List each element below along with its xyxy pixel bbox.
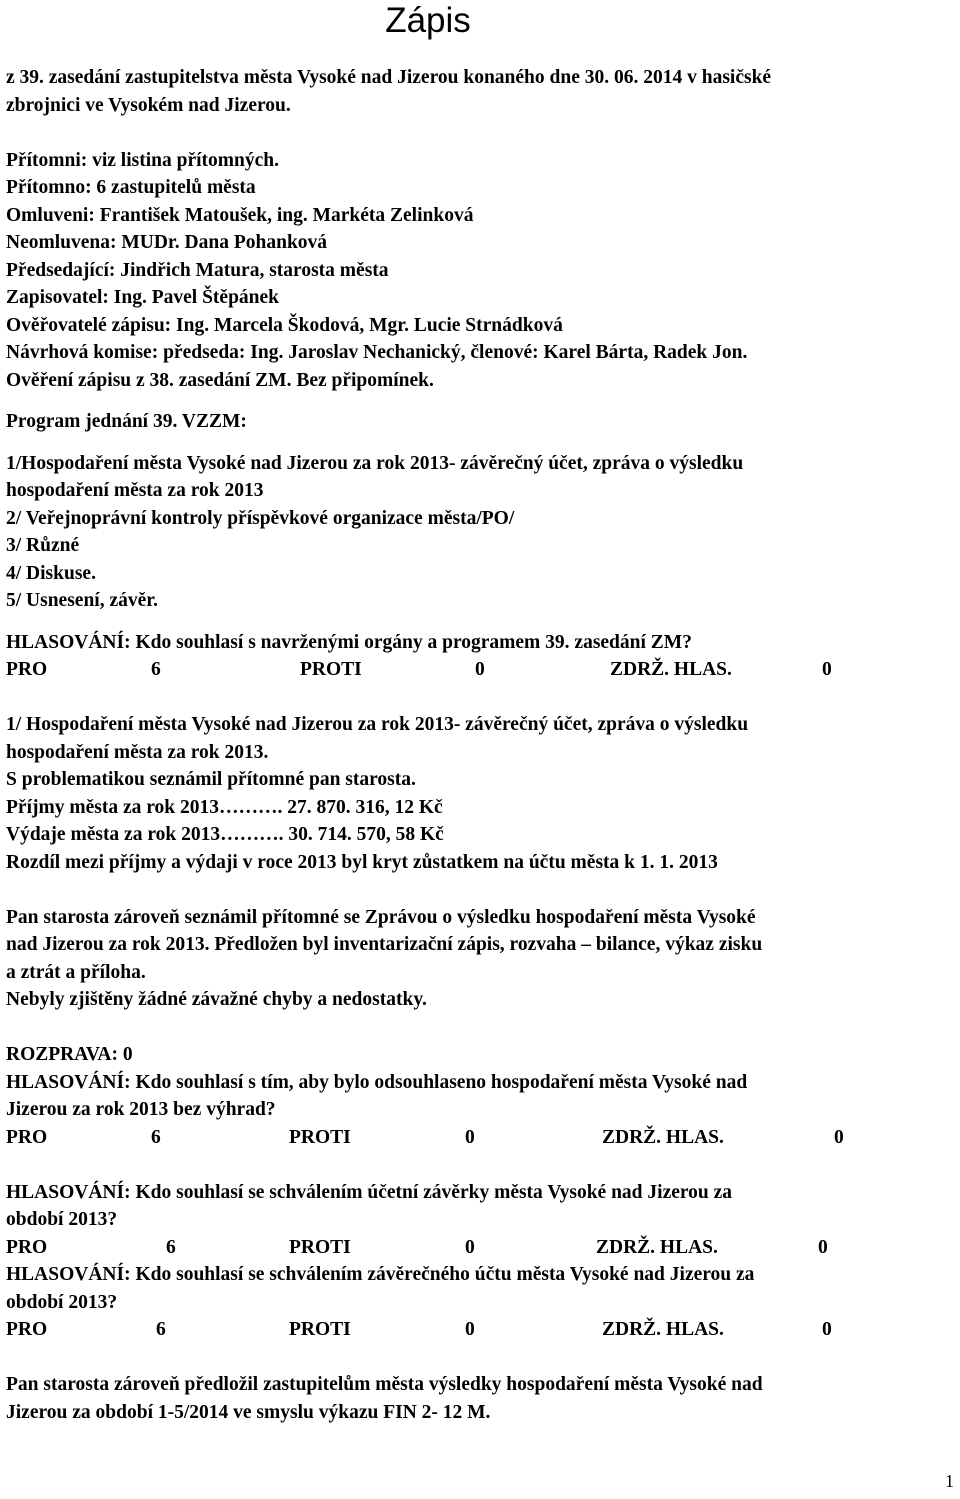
attendance-line: Přítomno: 6 zastupitelů města <box>6 177 256 198</box>
proti-label: PROTI <box>289 1319 351 1340</box>
pro-value: 6 <box>166 1236 176 1258</box>
attendance-line: Přítomni: viz listina přítomných. <box>6 149 279 171</box>
proti-value: 0 <box>475 659 485 680</box>
pro-value: 6 <box>156 1319 166 1340</box>
vote-result-row <box>6 656 946 684</box>
vote-result-row <box>6 1124 946 1152</box>
vote-question: Jizerou za rok 2013 bez výhrad? <box>6 1099 276 1120</box>
item-line: 1/ Hospodaření města Vysoké nad Jizerou za rok 2013- závěrečný účet, zpráva o výsledku <box>6 714 749 735</box>
item-line: hospodaření města za rok 2013. <box>6 741 269 763</box>
attendance-line: Omluveni: František Matoušek, ing. Markéta Zelinková <box>6 204 474 226</box>
zdrz-label: ZDRŽ. HLAS. <box>610 659 732 680</box>
document-body <box>6 64 946 1426</box>
program-item: 3/ Různé <box>6 535 80 556</box>
pro-value: 6 <box>151 659 161 680</box>
zdrz-value: 0 <box>834 1126 844 1148</box>
vote-result-row <box>6 1316 946 1344</box>
zdrz-label: ZDRŽ. HLAS. <box>602 1126 724 1148</box>
report-line: Pan starosta zároveň seznámil přítomné se Zprávou o výsledku hospodaření města Vysoké <box>6 906 756 928</box>
difference-line: Rozdíl mezi příjmy a výdaji v roce 2013 byl kryt zůstatkem na účtu města k 1. 1. 2013 <box>6 851 718 873</box>
intro-line: zbrojnici ve Vysokém nad Jizerou. <box>6 94 291 116</box>
income-line: Příjmy města za rok 2013………. 27. 870. 316, 12 Kč <box>6 796 443 818</box>
report-line: nad Jizerou za rok 2013. Předložen byl inventarizační zápis, rozvaha – bilance, výkaz zisku <box>6 934 763 955</box>
zdrz-label: ZDRŽ. HLAS. <box>602 1319 724 1340</box>
zdrz-label: ZDRŽ. HLAS. <box>596 1236 718 1258</box>
page-number: 1 <box>945 1471 954 1491</box>
vote-question: HLASOVÁNÍ: Kdo souhlasí se schválením účetní závěrky města Vysoké nad Jizerou za <box>6 1181 733 1203</box>
vote-question: HLASOVÁNÍ: Kdo souhlasí s navrženými orgány a programem 39. zasedání ZM? <box>6 631 692 653</box>
program-item: 4/ Diskuse. <box>6 562 96 584</box>
program-item: hospodaření města za rok 2013 <box>6 480 264 501</box>
vote-result-row <box>6 1234 946 1262</box>
attendance-line: Předsedající: Jindřich Matura, starosta města <box>6 259 389 281</box>
proti-value: 0 <box>465 1319 475 1340</box>
report-line: a ztrát a příloha. <box>6 961 146 983</box>
closing-line: Jizerou za období 1-5/2014 ve smyslu výkazu FIN 2- 12 M. <box>6 1401 491 1423</box>
attendance-line: Návrhová komise: předseda: Ing. Jaroslav Nechanický, členové: Karel Bárta, Radek Jon. <box>6 342 748 363</box>
vote-question: období 2013? <box>6 1209 118 1230</box>
rozprava: ROZPRAVA: 0 <box>6 1044 133 1065</box>
pro-label: PRO <box>6 1319 48 1340</box>
zdrz-value: 0 <box>822 659 832 680</box>
proti-label: PROTI <box>289 1236 351 1258</box>
vote-question: HLASOVÁNÍ: Kdo souhlasí se schválením závěrečného účtu města Vysoké nad Jizerou za <box>6 1264 755 1285</box>
attendance-line: Ověřovatelé zápisu: Ing. Marcela Škodová, Mgr. Lucie Strnádková <box>6 314 563 336</box>
proti-label: PROTI <box>300 659 362 680</box>
vote-question: období 2013? <box>6 1291 118 1313</box>
proti-value: 0 <box>465 1236 475 1258</box>
zdrz-value: 0 <box>818 1236 828 1258</box>
pro-label: PRO <box>6 659 48 680</box>
page-title: Zápis <box>385 1 471 40</box>
attendance-line: Ověření zápisu z 38. zasedání ZM. Bez připomínek. <box>6 369 434 391</box>
expenses-line: Výdaje města za rok 2013………. 30. 714. 570, 58 Kč <box>6 824 444 845</box>
proti-label: PROTI <box>289 1126 351 1148</box>
pro-label: PRO <box>6 1236 48 1258</box>
attendance-line: Zapisovatel: Ing. Pavel Štěpánek <box>6 287 280 308</box>
item-line: S problematikou seznámil přítomné pan starosta. <box>6 769 416 790</box>
program-item: 1/Hospodaření města Vysoké nad Jizerou za rok 2013- závěrečný účet, zpráva o výsledku <box>6 452 744 474</box>
proti-value: 0 <box>465 1126 475 1148</box>
program-item: 2/ Veřejnoprávní kontroly příspěvkové organizace města/PO/ <box>6 507 515 529</box>
program-item: 5/ Usnesení, závěr. <box>6 590 159 611</box>
pro-label: PRO <box>6 1126 48 1148</box>
closing-line: Pan starosta zároveň předložil zastupitelům města výsledky hospodaření města Vysoké nad <box>6 1374 763 1395</box>
zdrz-value: 0 <box>822 1319 832 1340</box>
attendance-line: Neomluvena: MUDr. Dana Pohanková <box>6 232 328 253</box>
report-line: Nebyly zjištěny žádné závažné chyby a nedostatky. <box>6 989 427 1010</box>
program-heading: Program jednání 39. VZZM: <box>6 411 247 432</box>
vote-question: HLASOVÁNÍ: Kdo souhlasí s tím, aby bylo odsouhlaseno hospodaření města Vysoké nad <box>6 1071 748 1093</box>
intro-line: z 39. zasedání zastupitelstva města Vysoké nad Jizerou konaného dne 30. 06. 2014 v hasičské <box>6 67 772 88</box>
pro-value: 6 <box>151 1126 161 1148</box>
